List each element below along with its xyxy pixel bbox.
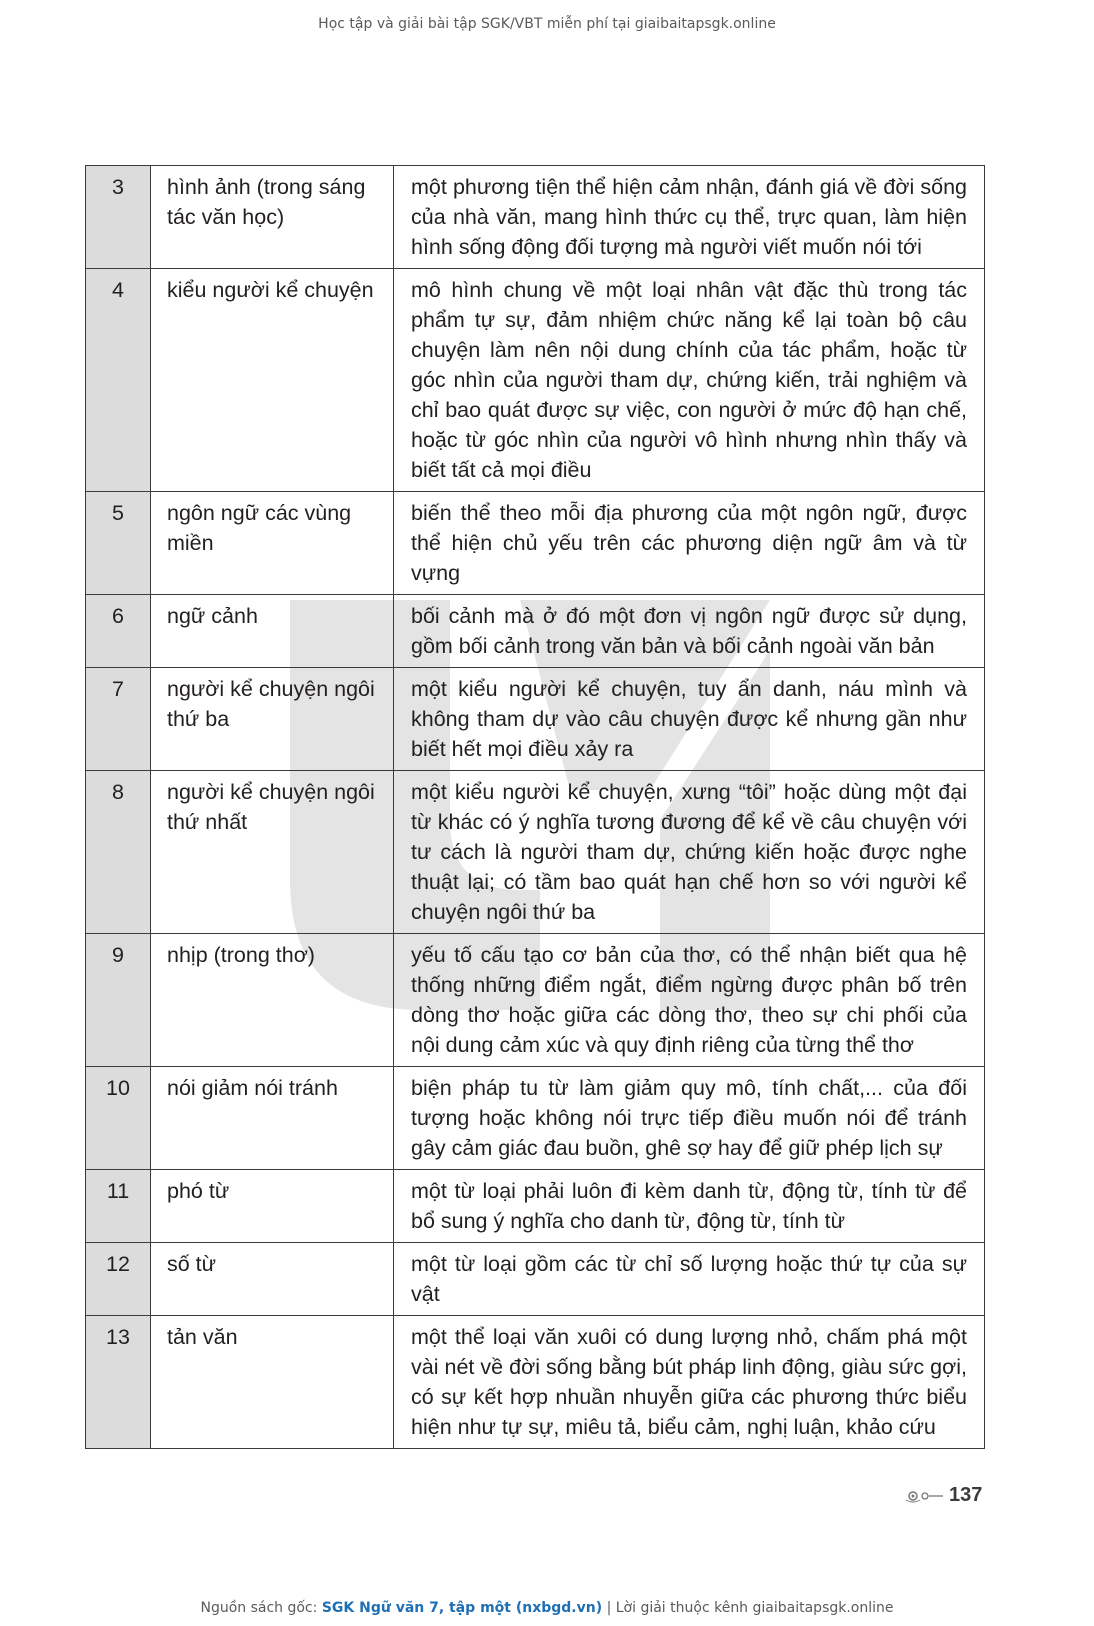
entry-term: tản văn [151,1316,394,1449]
entry-term: ngôn ngữ các vùng miền [151,492,394,595]
table-row [86,771,985,934]
entry-number: 7 [86,668,151,771]
page-number-block [905,1484,982,1507]
entry-term: người kể chuyện ngôi thứ ba [151,668,394,771]
entry-number: 4 [86,269,151,492]
table-row [86,492,985,595]
footer-prefix: Nguồn sách gốc: [200,1600,322,1616]
entry-definition: bối cảnh mà ở đó một đơn vị ngôn ngữ được sử dụng, gồm bối cảnh trong văn bản và bối cảnh ngoài văn bản [394,595,985,668]
entry-term: hình ảnh (trong sáng tác văn học) [151,166,394,269]
entry-definition: một phương tiện thể hiện cảm nhận, đánh giá về đời sống của nhà văn, mang hình thức cụ thể, trực quan, làm hiện hình sống động đối tượng mà người viết muốn nói tới [394,166,985,269]
entry-definition: một kiểu người kể chuyện, xưng “tôi” hoặc dùng một đại từ khác có ý nghĩa tương đương để kể về câu chuyện với tư cách là người tham dự, chứng kiến hoặc được nghe thuật lại; có tầm bao quát hạn chế hơn so với người kể chuyện ngôi thứ ba [394,771,985,934]
entry-definition: biện pháp tu từ làm giảm quy mô, tính chất,... của đối tượng hoặc không nói trực tiếp điều muốn nói để tránh gây cảm giác đau buồn, ghê sợ hay để giữ phép lịch sự [394,1067,985,1170]
entry-number: 10 [86,1067,151,1170]
entry-term: số từ [151,1243,394,1316]
entry-definition: một từ loại gồm các từ chỉ số lượng hoặc thứ tự của sự vật [394,1243,985,1316]
table-row [86,1067,985,1170]
footer-suffix: | Lời giải thuộc kênh giaibaitapsgk.online [602,1600,894,1616]
entry-number: 12 [86,1243,151,1316]
table-row [86,1243,985,1316]
table-row [86,1170,985,1243]
entry-term: kiểu người kể chuyện [151,269,394,492]
glossary-table [85,165,985,1449]
entry-number: 8 [86,771,151,934]
entry-term: nhịp (trong thơ) [151,934,394,1067]
entry-definition: một từ loại phải luôn đi kèm danh từ, động từ, tính từ để bổ sung ý nghĩa cho danh từ, động từ, tính từ [394,1170,985,1243]
page-number: 137 [949,1484,983,1506]
entry-definition: một thể loại văn xuôi có dung lượng nhỏ, chấm phá một vài nét về đời sống bằng bút pháp linh động, giàu sức gợi, có sự kết hợp nhuần nhuyễn giữa các phương thức biểu hiện như tự sự, miêu tả, biểu cảm, nghị luận, khảo cứu [394,1316,985,1449]
entry-definition: một kiểu người kể chuyện, tuy ẩn danh, náu mình và không tham dự vào câu chuyện được kể nhưng gần như biết hết mọi điều xảy ra [394,668,985,771]
entry-term: ngữ cảnh [151,595,394,668]
entry-term: người kể chuyện ngôi thứ nhất [151,771,394,934]
footer-note [0,1600,1094,1616]
entry-definition: biến thể theo mỗi địa phương của một ngôn ngữ, được thể hiện chủ yếu trên các phương diện ngữ âm và từ vựng [394,492,985,595]
header-note: Học tập và giải bài tập SGK/VBT miễn phí tại giaibaitapsgk.online [318,16,776,32]
entry-definition: yếu tố cấu tạo cơ bản của thơ, có thể nhận biết qua hệ thống những điểm ngắt, điểm ngừng được phân bố trên dòng thơ hoặc giữa các dòng thơ, theo sự chi phối của nội dung cảm xúc và quy định riêng của từng thể thơ [394,934,985,1067]
flower-ornament-icon [905,1486,945,1506]
table-row [86,595,985,668]
entry-number: 3 [86,166,151,269]
footer-source-link[interactable]: SGK Ngữ văn 7, tập một (nxbgd.vn) [321,1600,603,1616]
entry-term: nói giảm nói tránh [151,1067,394,1170]
table-row [86,166,985,269]
table-row [86,269,985,492]
entry-number: 5 [86,492,151,595]
table-row [86,1316,985,1449]
table-row [86,668,985,771]
entry-number: 9 [86,934,151,1067]
entry-number: 13 [86,1316,151,1449]
table-row [86,934,985,1067]
entry-number: 11 [86,1170,151,1243]
entry-definition: mô hình chung về một loại nhân vật đặc thù trong tác phẩm tự sự, đảm nhiệm chức năng kể lại toàn bộ câu chuyện làm nên nội dung chính của tác phẩm, hoặc từ góc nhìn của người tham dự, chứng kiến, trải nghiệm và chỉ bao quát được sự việc, con người ở mức độ hạn chế, hoặc từ góc nhìn của người vô hình nhưng nhìn thấy và biết tất cả mọi điều [394,269,985,492]
entry-number: 6 [86,595,151,668]
entry-term: phó từ [151,1170,394,1243]
